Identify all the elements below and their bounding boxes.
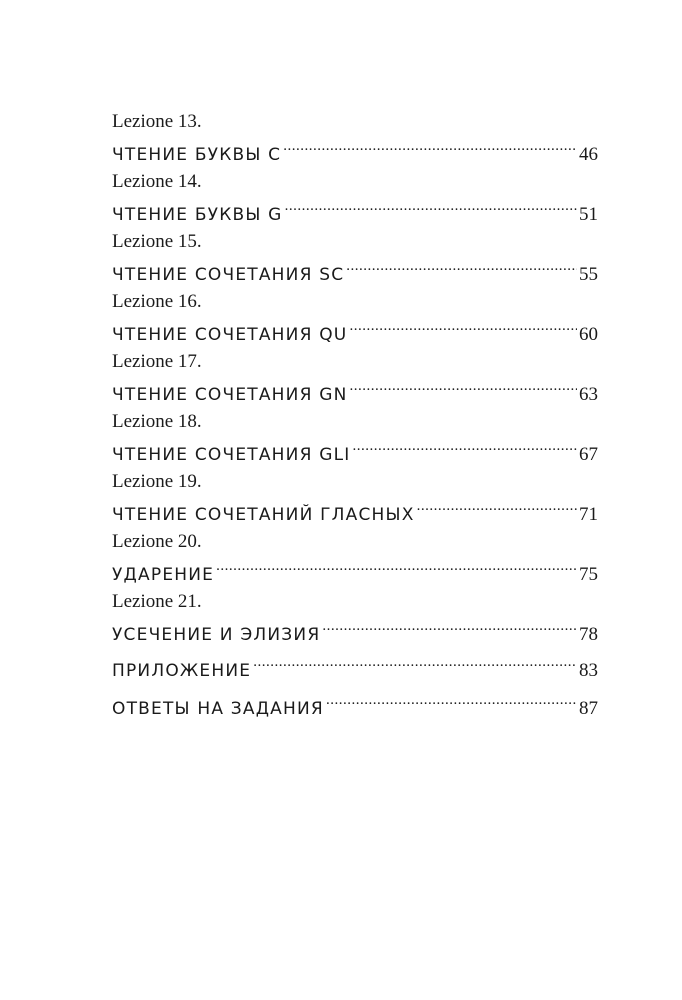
chapter-title: ОТВЕТЫ НА ЗАДАНИЯ bbox=[112, 699, 324, 719]
toc-entry-lesson-15[interactable] bbox=[112, 230, 598, 285]
chapter-title: ЧТЕНИЕ СОЧЕТАНИЯ GN bbox=[112, 385, 348, 405]
toc-line bbox=[112, 494, 598, 525]
toc-entry-lesson-16[interactable] bbox=[112, 290, 598, 345]
page-number: 67 bbox=[579, 444, 598, 465]
page-number: 75 bbox=[579, 564, 598, 585]
lesson-number: Lezione 19. bbox=[112, 471, 202, 492]
toc-line bbox=[112, 314, 598, 345]
toc-line bbox=[112, 434, 598, 465]
chapter-title: УСЕЧЕНИЕ И ЭЛИЗИЯ bbox=[112, 625, 321, 645]
lesson-number: Lezione 15. bbox=[112, 231, 202, 252]
toc-line bbox=[112, 650, 598, 681]
dot-leader bbox=[285, 194, 577, 220]
page-number: 87 bbox=[579, 698, 598, 719]
toc-entry-lesson-19[interactable] bbox=[112, 470, 598, 525]
toc-line bbox=[112, 554, 598, 585]
dot-leader bbox=[417, 494, 577, 520]
dot-leader bbox=[352, 434, 577, 460]
toc-entry-lesson-17[interactable] bbox=[112, 350, 598, 405]
toc-entry-appendix[interactable] bbox=[112, 650, 598, 681]
chapter-title: ЧТЕНИЕ СОЧЕТАНИЯ QU bbox=[112, 325, 348, 345]
toc-line bbox=[112, 374, 598, 405]
table-of-contents bbox=[112, 110, 598, 726]
toc-entry-lesson-13[interactable] bbox=[112, 110, 598, 165]
toc-entry-lesson-14[interactable] bbox=[112, 170, 598, 225]
dot-leader bbox=[253, 650, 577, 676]
lesson-number: Lezione 16. bbox=[112, 291, 202, 312]
page-number: 63 bbox=[579, 384, 598, 405]
toc-entry-lesson-18[interactable] bbox=[112, 410, 598, 465]
lesson-number: Lezione 21. bbox=[112, 591, 202, 612]
chapter-title: ЧТЕНИЕ СОЧЕТАНИЙ ГЛАСНЫХ bbox=[112, 505, 415, 525]
page-number: 60 bbox=[579, 324, 598, 345]
page-number: 51 bbox=[579, 204, 598, 225]
page-number: 55 bbox=[579, 264, 598, 285]
lesson-number: Lezione 13. bbox=[112, 111, 202, 132]
page-number: 83 bbox=[579, 660, 598, 681]
toc-line bbox=[112, 688, 598, 719]
lesson-number: Lezione 20. bbox=[112, 531, 202, 552]
lesson-number: Lezione 18. bbox=[112, 411, 202, 432]
page-number: 78 bbox=[579, 624, 598, 645]
page-number: 46 bbox=[579, 144, 598, 165]
dot-leader bbox=[216, 554, 577, 580]
lesson-number: Lezione 17. bbox=[112, 351, 202, 372]
dot-leader bbox=[322, 614, 577, 640]
dot-leader bbox=[326, 688, 577, 714]
chapter-title: ЧТЕНИЕ БУКВЫ C bbox=[112, 145, 282, 165]
toc-line bbox=[112, 134, 598, 165]
lesson-number: Lezione 14. bbox=[112, 171, 202, 192]
dot-leader bbox=[346, 254, 577, 280]
dot-leader bbox=[350, 374, 578, 400]
toc-line bbox=[112, 254, 598, 285]
chapter-title: ЧТЕНИЕ БУКВЫ G bbox=[112, 205, 283, 225]
toc-entry-lesson-20[interactable] bbox=[112, 530, 598, 585]
dot-leader bbox=[349, 314, 577, 340]
toc-line bbox=[112, 614, 598, 645]
page-number: 71 bbox=[579, 504, 598, 525]
chapter-title: УДАРЕНИЕ bbox=[112, 565, 215, 585]
chapter-title: ЧТЕНИЕ СОЧЕТАНИЯ SC bbox=[112, 265, 345, 285]
toc-entry-answers[interactable] bbox=[112, 688, 598, 719]
chapter-title: ПРИЛОЖЕНИЕ bbox=[112, 661, 252, 681]
toc-line bbox=[112, 194, 598, 225]
dot-leader bbox=[283, 134, 577, 160]
toc-entry-lesson-21[interactable] bbox=[112, 590, 598, 645]
chapter-title: ЧТЕНИЕ СОЧЕТАНИЯ GLI bbox=[112, 445, 351, 465]
